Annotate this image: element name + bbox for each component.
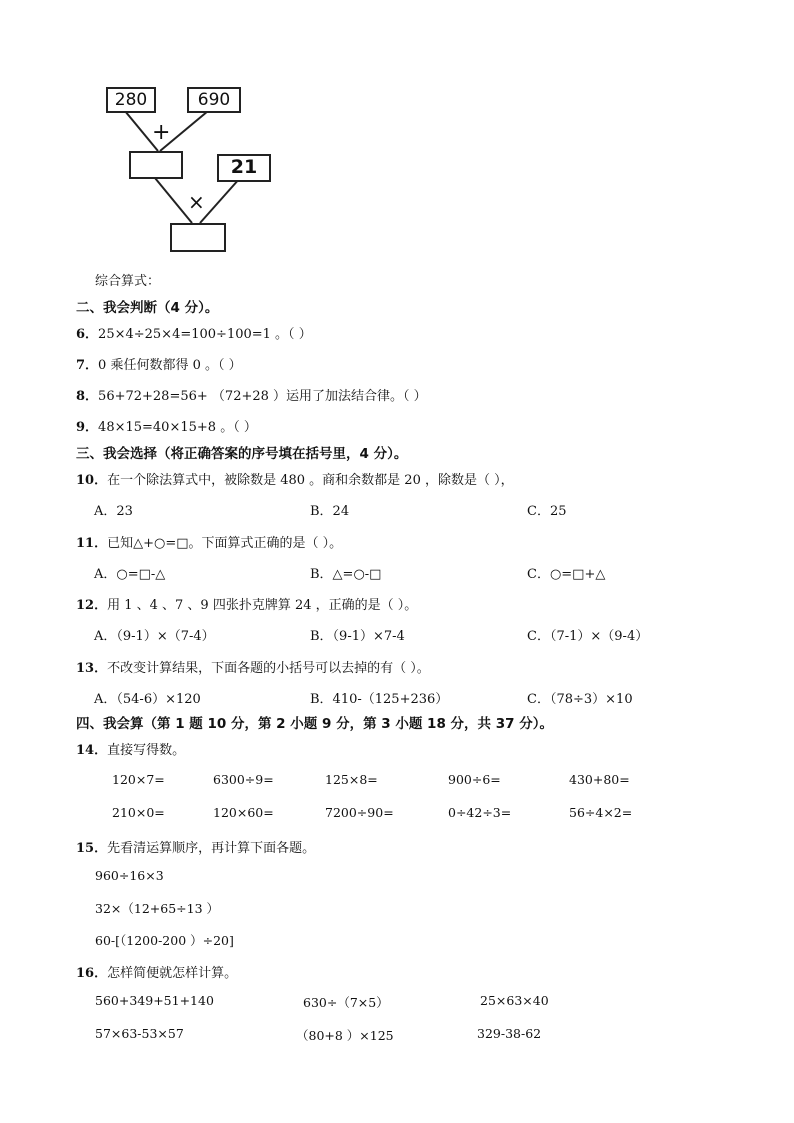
times-operator: × (188, 190, 205, 214)
question-13 (76, 657, 430, 676)
question-text: 已知△+○=□。下面算式正确的是（ ）。 (107, 536, 343, 551)
section-4-heading: 四、我会算（第 1 题 10 分，第 2 小题 9 分，第 3 小题 18 分，共 37 分）。 (76, 716, 553, 732)
simplify-item: 25×63×40 (480, 993, 549, 1008)
section-3-heading: 三、我会选择（将正确答案的序号填在括号里，4 分）。 (76, 446, 408, 462)
oral-calc-item: 56÷4×2= (569, 805, 633, 820)
question-text: 直接写得数。 (107, 743, 186, 758)
question-text: 48×15=40×15+8 。（ ） (98, 420, 257, 435)
option-c[interactable]: C．（7-1）×（9-4） (527, 629, 649, 644)
question-text: 56+72+28=56+ （72+28 ）运用了加法结合律。（ ） (98, 389, 427, 404)
option-a[interactable]: A．23 (94, 504, 133, 519)
option-b[interactable]: B．△=○-□ (310, 567, 382, 582)
question-8 (76, 385, 427, 404)
question-text: 在一个除法算式中，被除数是 480 。商和余数都是 20 ，除数是（ ）， (107, 473, 514, 488)
question-text: 先看清运算顺序，再计算下面各题。 (107, 841, 316, 856)
oral-calc-item: 210×0= (112, 805, 165, 820)
option-c[interactable]: C．25 (527, 504, 567, 519)
section-2-heading: 二、我会判断（4 分）。 (76, 300, 219, 316)
simplify-item: 329-38-62 (477, 1026, 542, 1041)
box-21: 21 (217, 154, 271, 182)
flow-diagram (100, 78, 275, 256)
question-number: 16． (76, 966, 108, 981)
expression-item: 32×（12+65÷13 ） (95, 901, 220, 916)
question-14 (76, 739, 185, 758)
question-12 (76, 594, 417, 613)
plus-operator: + (152, 120, 171, 145)
expression-item: 960÷16×3 (95, 868, 164, 883)
question-7 (76, 354, 242, 373)
option-c[interactable]: C．（78÷3）×10 (527, 692, 633, 707)
option-b[interactable]: B．410-（125+236） (310, 692, 449, 707)
oral-calc-item: 120×7= (112, 772, 165, 787)
option-b[interactable]: B．（9-1）×7-4 (310, 629, 405, 644)
question-6 (76, 323, 312, 342)
option-a[interactable]: A．（9-1）×（7-4） (94, 629, 215, 644)
question-text: 怎样简便就怎样计算。 (107, 966, 238, 981)
option-c[interactable]: C．○=□+△ (527, 567, 606, 582)
box-280: 280 (106, 87, 156, 113)
option-a[interactable]: A．○=□-△ (94, 567, 166, 582)
box-product-blank[interactable] (170, 223, 226, 252)
question-15 (76, 837, 315, 856)
question-number: 15． (76, 841, 108, 856)
question-number: 8． (76, 389, 99, 404)
question-number: 10． (76, 473, 108, 488)
simplify-item: 560+349+51+140 (95, 993, 214, 1008)
box-690: 690 (187, 87, 241, 113)
simplify-item: 630÷（7×5） (303, 995, 389, 1010)
question-11 (76, 532, 342, 551)
question-number: 6． (76, 327, 99, 342)
oral-calc-item: 6300÷9= (213, 772, 274, 787)
question-number: 13． (76, 661, 108, 676)
question-number: 9． (76, 420, 99, 435)
question-9 (76, 416, 257, 435)
oral-calc-item: 125×8= (325, 772, 378, 787)
option-b[interactable]: B．24 (310, 504, 350, 519)
oral-calc-item: 430+80= (569, 772, 630, 787)
question-text: 用 1 、4 、7 、9 四张扑克牌算 24 ，正确的是（ ）。 (107, 598, 418, 613)
combined-formula-label: 综合算式： (95, 274, 161, 289)
question-text: 0 乘任何数都得 0 。（ ） (98, 358, 242, 373)
question-10 (76, 469, 514, 488)
simplify-item: 57×63-53×57 (95, 1026, 184, 1041)
simplify-item: （80+8 ）×125 (296, 1028, 394, 1043)
oral-calc-item: 7200÷90= (325, 805, 394, 820)
oral-calc-item: 120×60= (213, 805, 274, 820)
expression-item: 60-[（1200-200 ）÷20] (95, 933, 234, 948)
question-number: 14． (76, 743, 108, 758)
box-sum-blank[interactable] (129, 151, 183, 179)
question-number: 7． (76, 358, 99, 373)
question-number: 12． (76, 598, 108, 613)
question-text: 25×4÷25×4=100÷100=1 。（ ） (98, 327, 312, 342)
question-16 (76, 962, 237, 981)
oral-calc-item: 0÷42÷3= (448, 805, 512, 820)
oral-calc-item: 900÷6= (448, 772, 501, 787)
question-number: 11． (76, 536, 108, 551)
question-text: 不改变计算结果，下面各题的小括号可以去掉的有（ ）。 (107, 661, 430, 676)
option-a[interactable]: A．（54-6）×120 (94, 692, 201, 707)
